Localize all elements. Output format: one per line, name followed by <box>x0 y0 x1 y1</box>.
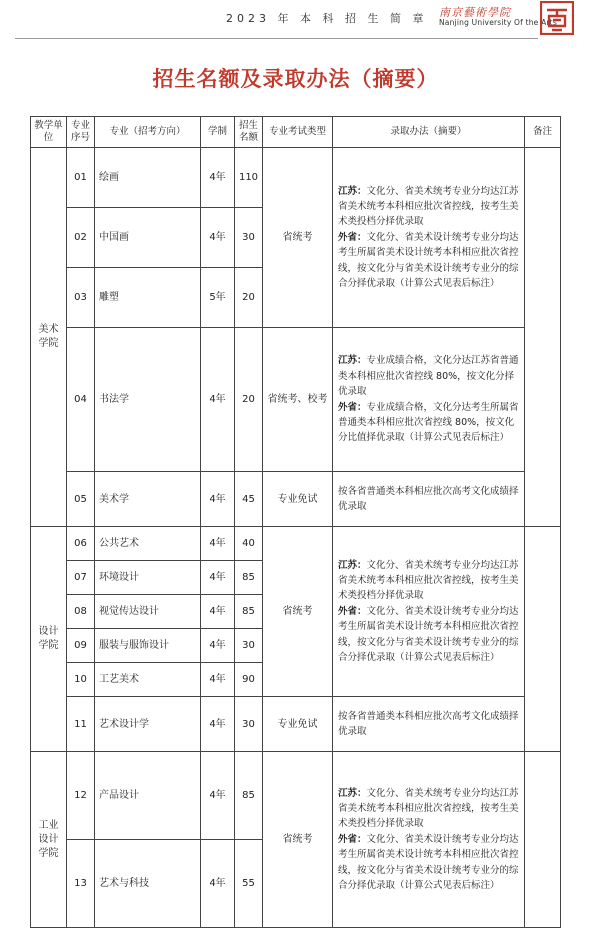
exam-type-cell: 省统考 <box>263 527 333 697</box>
col-header-years: 学制 <box>201 117 235 148</box>
row-quota: 20 <box>235 268 263 328</box>
row-major: 绘画 <box>95 148 201 208</box>
table-row <box>31 472 561 527</box>
row-major: 书法学 <box>95 328 201 472</box>
admission-method-cell: 按各省普通类本科相应批次高考文化成绩择优录取 <box>333 472 525 527</box>
row-years: 4年 <box>201 840 235 928</box>
brochure-title: 2023 年 本 科 招 生 简 章 <box>226 12 428 25</box>
row-seq: 07 <box>67 561 95 595</box>
row-years: 4年 <box>201 148 235 208</box>
col-header-unit: 教学单位 <box>31 117 67 148</box>
row-seq: 06 <box>67 527 95 561</box>
school-name-cn: 南京藝術學院 <box>439 6 511 19</box>
row-years: 4年 <box>201 663 235 697</box>
school-logo-icon <box>540 1 574 35</box>
row-quota: 85 <box>235 752 263 840</box>
school-name-en: Nanjing University Of the Arts <box>439 18 557 27</box>
row-quota: 55 <box>235 840 263 928</box>
row-quota: 40 <box>235 527 263 561</box>
unit-fine-arts: 美术 学院 <box>31 148 67 527</box>
row-seq: 12 <box>67 752 95 840</box>
row-major: 雕塑 <box>95 268 201 328</box>
row-seq: 11 <box>67 697 95 752</box>
col-header-quota: 招生名额 <box>235 117 263 148</box>
admission-table <box>30 116 561 928</box>
row-major: 中国画 <box>95 208 201 268</box>
row-major: 美术学 <box>95 472 201 527</box>
remark-cell <box>525 527 561 752</box>
exam-type-cell: 省统考 <box>263 752 333 928</box>
header-divider <box>15 38 538 39</box>
table-row <box>31 752 561 840</box>
row-quota: 85 <box>235 595 263 629</box>
remark-cell <box>525 752 561 928</box>
row-years: 4年 <box>201 697 235 752</box>
exam-type-cell: 省统考、校考 <box>263 328 333 472</box>
unit-industrial-design: 工业 设计 学院 <box>31 752 67 928</box>
unit-design: 设计 学院 <box>31 527 67 752</box>
row-quota: 20 <box>235 328 263 472</box>
exam-type-cell: 省统考 <box>263 148 333 328</box>
row-seq: 09 <box>67 629 95 663</box>
table-row <box>31 328 561 472</box>
row-major: 环境设计 <box>95 561 201 595</box>
row-quota: 30 <box>235 208 263 268</box>
row-major: 艺术与科技 <box>95 840 201 928</box>
row-seq: 10 <box>67 663 95 697</box>
col-header-remark: 备注 <box>525 117 561 148</box>
col-header-method: 录取办法（摘要） <box>333 117 525 148</box>
row-years: 4年 <box>201 752 235 840</box>
row-years: 4年 <box>201 561 235 595</box>
col-header-exam-type: 专业考试类型 <box>263 117 333 148</box>
row-quota: 45 <box>235 472 263 527</box>
row-major: 产品设计 <box>95 752 201 840</box>
row-years: 4年 <box>201 595 235 629</box>
row-quota: 30 <box>235 697 263 752</box>
row-major: 视觉传达设计 <box>95 595 201 629</box>
row-years: 4年 <box>201 208 235 268</box>
table-row <box>31 697 561 752</box>
row-major: 服装与服饰设计 <box>95 629 201 663</box>
row-seq: 08 <box>67 595 95 629</box>
remark-cell <box>525 148 561 527</box>
table-row <box>31 527 561 561</box>
row-seq: 03 <box>67 268 95 328</box>
admission-method-cell: 江苏：文化分、省美术统考专业分均达江苏省美术统考本科相应批次省控线，按考生美术类投档分择优录取 外省：文化分、省美术设计统考专业分均达考生所属省美术设计统考本科相应批次省控线，按文化分与省美术设计统考专业分的综合分择优录取（计算公式见表后标注） <box>333 752 525 928</box>
col-header-major: 专业（招考方向） <box>95 117 201 148</box>
row-years: 4年 <box>201 629 235 663</box>
row-major: 工艺美术 <box>95 663 201 697</box>
row-seq: 13 <box>67 840 95 928</box>
row-years: 4年 <box>201 527 235 561</box>
col-header-seq: 专业序号 <box>67 117 95 148</box>
row-major: 艺术设计学 <box>95 697 201 752</box>
exam-type-cell: 专业免试 <box>263 472 333 527</box>
row-major: 公共艺术 <box>95 527 201 561</box>
admission-method-cell: 江苏：文化分、省美术统考专业分均达江苏省美术统考本科相应批次省控线，按考生美术类投档分择优录取 外省：文化分、省美术设计统考专业分均达考生所属省美术设计统考本科相应批次省控线，按文化分与省美术设计统考专业分的综合分择优录取（计算公式见表后标注） <box>333 527 525 697</box>
row-quota: 90 <box>235 663 263 697</box>
row-seq: 05 <box>67 472 95 527</box>
row-years: 5年 <box>201 268 235 328</box>
row-years: 4年 <box>201 472 235 527</box>
row-quota: 30 <box>235 629 263 663</box>
row-years: 4年 <box>201 328 235 472</box>
row-seq: 01 <box>67 148 95 208</box>
row-seq: 04 <box>67 328 95 472</box>
row-seq: 02 <box>67 208 95 268</box>
admission-method-cell: 江苏：专业成绩合格，文化分达江苏省普通类本科相应批次省控线 80%，按文化分择优录取 外省：专业成绩合格，文化分达考生所属省普通类本科相应批次省控线 80%，按文化分比值择优录取（计算公式见表后标注） <box>333 328 525 472</box>
exam-type-cell: 专业免试 <box>263 697 333 752</box>
row-quota: 110 <box>235 148 263 208</box>
table-header-row <box>31 117 561 148</box>
page-title: 招生名额及录取办法（摘要） <box>152 66 439 91</box>
row-quota: 85 <box>235 561 263 595</box>
table-row <box>31 148 561 208</box>
admission-method-cell: 江苏：文化分、省美术统考专业分均达江苏省美术统考本科相应批次省控线，按考生美术类投档分择优录取 外省：文化分、省美术设计统考专业分均达考生所属省美术设计统考本科相应批次省控线，按文化分与省美术设计统考专业分的综合分择优录取（计算公式见表后标注） <box>333 148 525 328</box>
admission-method-cell: 按各省普通类本科相应批次高考文化成绩择优录取 <box>333 697 525 752</box>
